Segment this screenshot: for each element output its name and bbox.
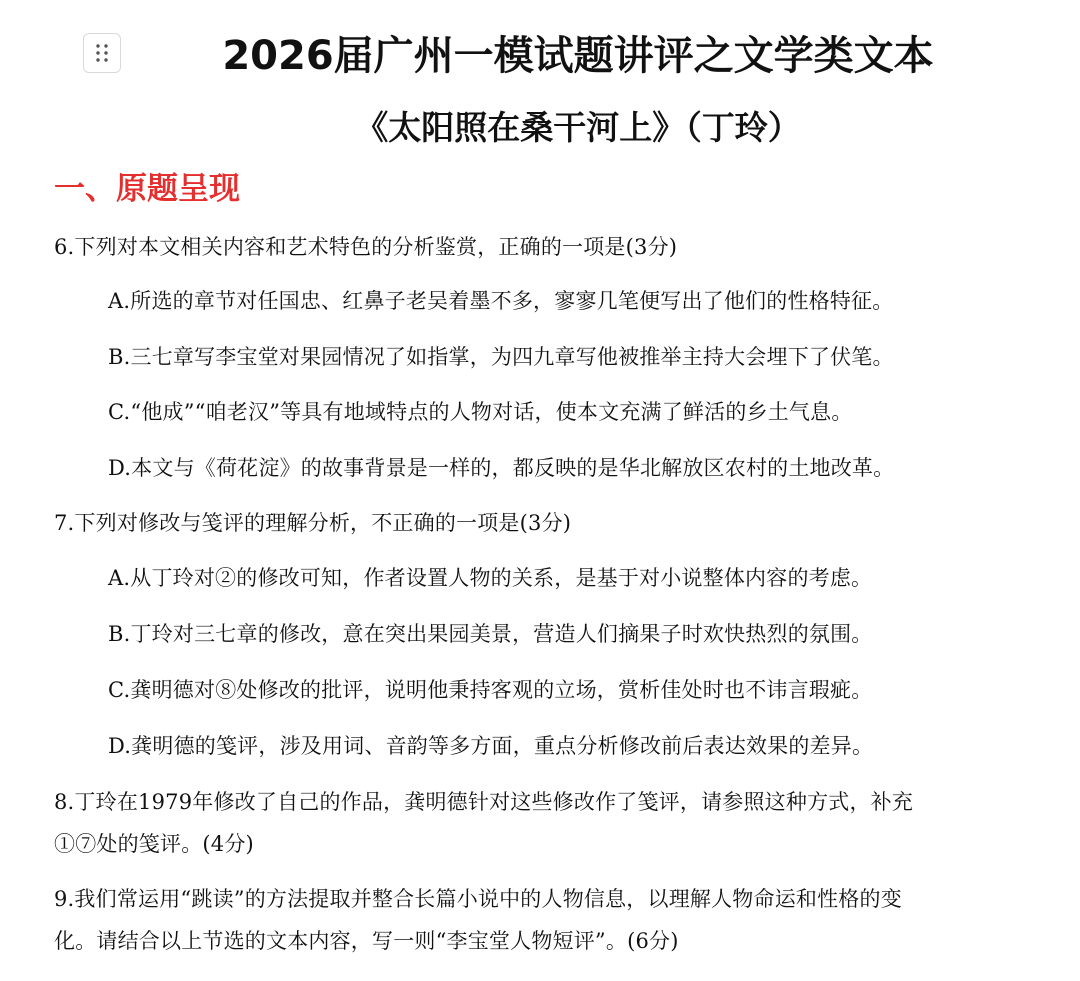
question-7-option-b: B.丁玲对三七章的修改，意在突出果园美景，营造人们摘果子时欢快热烈的氛围。 xyxy=(108,622,873,646)
section-heading: 一、原题呈现 xyxy=(54,171,240,207)
question-9-line-1: 9.我们常运用“跳读”的方法提取并整合长篇小说中的人物信息，以理解人物命运和性格的变 xyxy=(54,887,902,911)
page-title: 2026届广州一模试题讲评之文学类文本 xyxy=(222,33,934,79)
question-7-option-c: C.龚明德对⑧处修改的批评，说明他秉持客观的立场，赏析佳处时也不讳言瑕疵。 xyxy=(108,678,873,702)
question-6-option-c: C.“他成”“咱老汉”等具有地域特点的人物对话，使本文充满了鲜活的乡土气息。 xyxy=(108,400,853,424)
question-6-option-b: B.三七章写李宝堂对果园情况了如指掌，为四九章写他被推举主持大会埋下了伏笔。 xyxy=(108,345,894,369)
question-9-line-2: 化。请结合以上节选的文本内容，写一则“李宝堂人物短评”。(6分) xyxy=(54,929,679,953)
question-6-stem: 6.下列对本文相关内容和艺术特色的分析鉴赏，正确的一项是(3分) xyxy=(54,235,678,259)
question-7-option-a: A.从丁玲对②的修改可知，作者设置人物的关系，是基于对小说整体内容的考虑。 xyxy=(108,566,873,590)
question-7-stem: 7.下列对修改与笺评的理解分析，不正确的一项是(3分) xyxy=(54,511,572,535)
question-7-option-d: D.龚明德的笺评，涉及用词、音韵等多方面，重点分析修改前后表达效果的差异。 xyxy=(108,734,874,758)
question-8-line-2: ①⑦处的笺评。(4分) xyxy=(54,832,254,856)
question-8-line-1: 8.丁玲在1979年修改了自己的作品，龚明德针对这些修改作了笺评，请参照这种方式，补充 xyxy=(54,790,914,814)
question-6-option-d: D.本文与《荷花淀》的故事背景是一样的，都反映的是华北解放区农村的土地改革。 xyxy=(108,456,895,480)
page-subtitle: 《太阳照在桑干河上》（丁玲） xyxy=(355,108,801,147)
question-6-option-a: A.所选的章节对任国忠、红鼻子老吴着墨不多，寥寥几笔便写出了他们的性格特征。 xyxy=(108,289,894,313)
